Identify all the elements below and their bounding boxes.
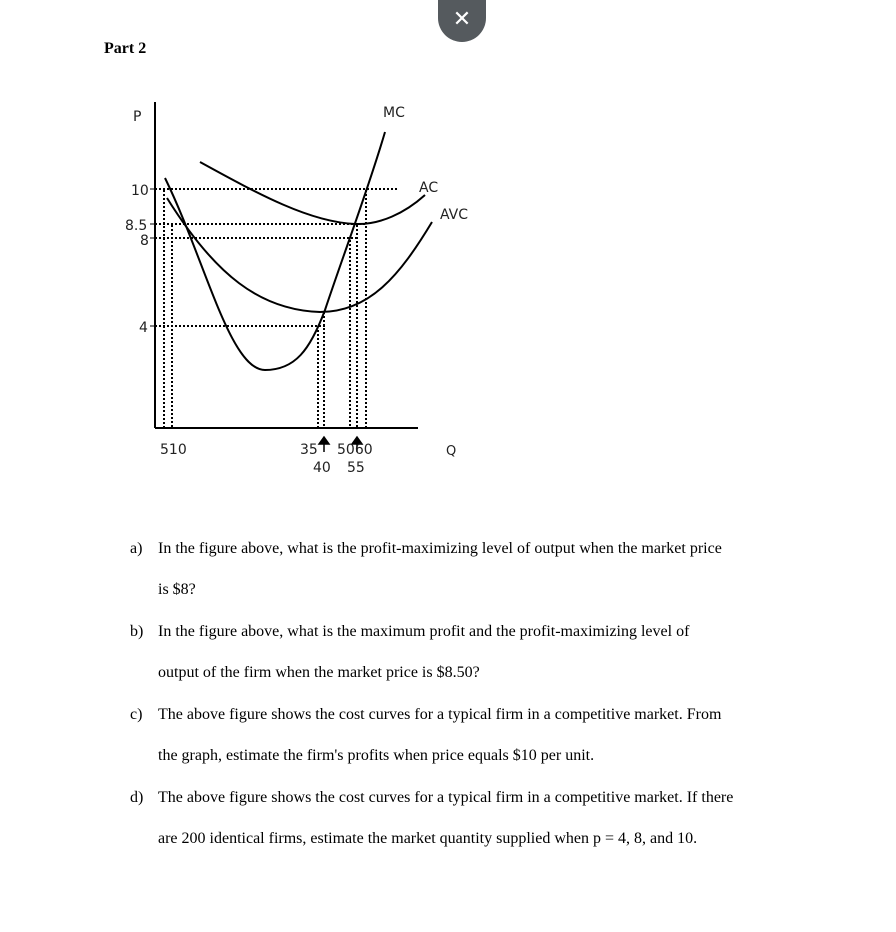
question-text [158, 528, 830, 610]
arrow-40-head [319, 437, 329, 444]
qty-tick-35: 35 [300, 442, 318, 458]
mc-curve [165, 132, 385, 370]
question-letter: c) [130, 706, 143, 723]
question-text [158, 611, 830, 693]
question-letter: a) [130, 540, 143, 557]
question-line: is $8? [158, 581, 196, 598]
price-tick-4: 4 [139, 320, 148, 336]
qty-tick-5060: 5060 [337, 442, 373, 458]
avc-label: AVC [440, 207, 469, 223]
question-line: The above figure shows the cost curves for a typical firm in a competitive market. If there [158, 789, 734, 806]
question-text [158, 694, 830, 776]
question-text [158, 777, 830, 859]
y-axis-label: P [133, 109, 142, 125]
question-line: are 200 identical firms, estimate the market quantity supplied when p = 4, 8, and 10. [158, 830, 698, 847]
price-tick-10: 10 [131, 183, 149, 199]
qty-tick-55: 55 [347, 460, 365, 476]
question-line: output of the firm when the market price is $8.50? [158, 664, 480, 681]
part-title: Part 2 [104, 40, 147, 57]
close-icon: ✕ [452, 7, 472, 32]
x-axis-label: Q [446, 444, 457, 459]
question-line: In the figure above, what is the profit-maximizing level of output when the market price [158, 540, 722, 557]
qty-tick-510: 510 [160, 442, 187, 458]
question-line: The above figure shows the cost curves for a typical firm in a competitive market. From [158, 706, 722, 723]
avc-curve [167, 198, 432, 312]
price-tick-8: 8 [140, 233, 149, 249]
ac-label: AC [419, 180, 439, 196]
question-line: In the figure above, what is the maximum profit and the profit-maximizing level of [158, 623, 690, 640]
price-tick-8-5: 8.5 [125, 218, 148, 234]
ac-curve [200, 162, 425, 224]
qty-tick-40: 40 [313, 460, 331, 476]
question-letter: d) [130, 789, 144, 806]
question-letter: b) [130, 623, 144, 640]
question-line: the graph, estimate the firm's profits when price equals $10 per unit. [158, 747, 595, 764]
mc-label: MC [383, 105, 405, 121]
